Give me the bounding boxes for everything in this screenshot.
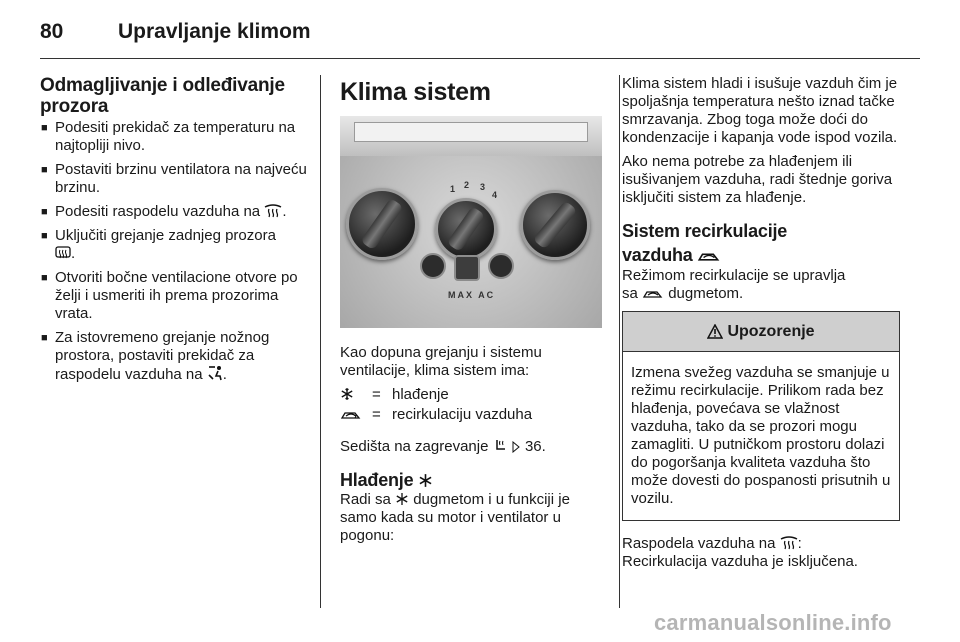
- warning-box: [622, 311, 900, 521]
- chapter-title: Upravljanje klimom: [118, 20, 311, 43]
- fan-level-1: 1: [450, 184, 456, 194]
- section-heading-climate: Klima sistem: [340, 78, 491, 106]
- page-reference-arrow-icon: [511, 441, 521, 453]
- recirculation-button: [488, 253, 514, 279]
- list-item: [40, 269, 310, 323]
- fan-level-3: 3: [480, 182, 486, 192]
- fan-speed-knob: [435, 198, 497, 260]
- max-ac-label: MAX AC: [448, 290, 496, 300]
- recirc-text-b2: dugmetom.: [668, 285, 744, 302]
- column-recirculation: [622, 75, 907, 577]
- recirc-text-a: Režimom recirkulacije se upravlja: [622, 267, 846, 284]
- warning-text: Izmena svežeg vazduha se smanjuje u režimu recirkulacije. Prilikom rada bez hlađenja, povećava se vlažnost vazduha, tako da se prozori mogu zamagliti. U putničkom prostoru dolazi do pogoršanja kvaliteta vazduha što može dovesti do pospanosti prisutnih u vozilu.: [631, 364, 891, 507]
- column-climate-system: [340, 75, 605, 551]
- period: .: [282, 203, 287, 220]
- seat-heating-text: Sedišta na zagrevanje: [340, 438, 489, 455]
- page-reference: 36.: [524, 438, 546, 455]
- snowflake-icon: [395, 492, 409, 506]
- seat-heating-reference: [340, 438, 605, 456]
- subheading-cooling: [340, 470, 605, 491]
- page-header: [40, 20, 311, 46]
- section-heading-defrost: [40, 75, 310, 117]
- cooling-description: [340, 491, 605, 545]
- seat-heating-icon: [493, 439, 507, 453]
- step-text: Postaviti brzinu ventilatora na najveću brzinu.: [55, 161, 307, 196]
- recirculation-car-icon: [340, 409, 362, 421]
- climate-intro: Kao dopuna grejanju i sistemu ventilacije, klima sistem ima:: [340, 344, 542, 379]
- temperature-knob: [346, 188, 418, 260]
- step-text: Podesiti prekidač za temperaturu na najtopliji nivo.: [55, 119, 296, 154]
- equals-sign: =: [372, 406, 381, 423]
- warning-header: [623, 312, 899, 352]
- step-text: Za istovremeno grejanje nožnog prostora, postaviti prekidač za raspodelu vazduha na: [55, 329, 270, 383]
- ac-button: [420, 253, 446, 279]
- symbol-meaning: recirkulaciju vazduha: [392, 406, 533, 423]
- header-rule: [40, 58, 920, 59]
- bullet-marker: ■: [41, 206, 48, 218]
- list-item: [40, 329, 310, 384]
- distribution-note-2: Recirkulacija vazduha je isključena.: [622, 553, 858, 570]
- cooling-info-paragraph: Klima sistem hladi i isušuje vazduh čim je spoljašnja temperatura nešto iznad tačke smrzavanja. Zbog toga može doći do kondenzacije i kapanja vode ispod vozila.: [622, 75, 898, 146]
- bullet-marker: ■: [41, 122, 48, 134]
- foot-window-distribution-icon: [207, 365, 223, 381]
- windshield-defrost-icon: [780, 536, 798, 550]
- subheading-recirculation: [622, 219, 907, 267]
- step-text: Otvoriti bočne ventilacione otvore po želji i usmeriti ih prema prozorima vrata.: [55, 269, 298, 322]
- windshield-defrost-icon: [264, 204, 282, 218]
- fan-level-2: 2: [464, 180, 470, 190]
- warning-title: Upozorenje: [727, 322, 815, 340]
- list-item: [40, 227, 310, 263]
- column-defrost: [40, 75, 310, 390]
- page-number: 80: [40, 20, 64, 43]
- colon: :: [797, 535, 802, 552]
- bullet-marker: ■: [41, 230, 48, 242]
- bullet-marker: ■: [41, 272, 48, 284]
- step-text: Podesiti raspodelu vazduha na: [55, 203, 261, 220]
- period: .: [222, 366, 227, 383]
- warning-triangle-icon: [707, 324, 723, 339]
- vent-slot: [354, 122, 588, 142]
- cooling-text-a: Radi sa: [340, 491, 391, 508]
- equals-sign: =: [372, 386, 381, 403]
- bullet-marker: ■: [41, 164, 48, 176]
- climate-control-photo: [340, 116, 602, 328]
- distribution-note: [622, 535, 907, 553]
- rear-heat-button: [454, 255, 480, 281]
- symbol-row-cooling: [340, 386, 605, 404]
- column-divider-2: [619, 75, 620, 608]
- recirc-heading-line-1: Sistem recirkulacije: [622, 221, 788, 241]
- rear-window-heat-icon: [55, 246, 71, 260]
- symbol-row-recirculation: [340, 406, 605, 424]
- snowflake-icon: [340, 387, 354, 401]
- recirculation-description: [622, 267, 907, 303]
- heading-line-2: prozora: [40, 96, 109, 117]
- snowflake-icon: [418, 473, 433, 488]
- step-text: Uključiti grejanje zadnjeg prozora: [55, 227, 276, 244]
- symbol-meaning: hlađenje: [392, 386, 449, 403]
- list-item: [40, 203, 310, 221]
- cooling-off-paragraph: Ako nema potrebe za hlađenjem ili isušivanjem vazduha, radi štednje goriva isključiti sistem za hlađenje.: [622, 153, 893, 206]
- fan-level-4: 4: [492, 190, 498, 200]
- recirc-text-b1: sa: [622, 285, 638, 302]
- heading-line-1: Odmagljivanje i odleđivanje: [40, 75, 285, 96]
- distribution-text: Raspodela vazduha na: [622, 535, 776, 552]
- column-divider-1: [320, 75, 321, 608]
- recirc-heading-line-2: vazduha: [622, 245, 693, 265]
- air-distribution-knob: [520, 190, 590, 260]
- cooling-text-b: dugmetom i u funkciji je samo kada su motor i ventilator u pogonu:: [340, 491, 570, 544]
- watermark: carmanualsonline.info: [654, 610, 892, 635]
- recirculation-car-icon: [642, 288, 664, 300]
- bullet-marker: ■: [41, 332, 48, 344]
- period: .: [71, 245, 76, 262]
- cooling-heading-text: Hlađenje: [340, 470, 414, 490]
- defrost-steps: [40, 119, 310, 384]
- recirculation-car-icon: [697, 250, 721, 263]
- list-item: [40, 119, 310, 155]
- list-item: [40, 161, 310, 197]
